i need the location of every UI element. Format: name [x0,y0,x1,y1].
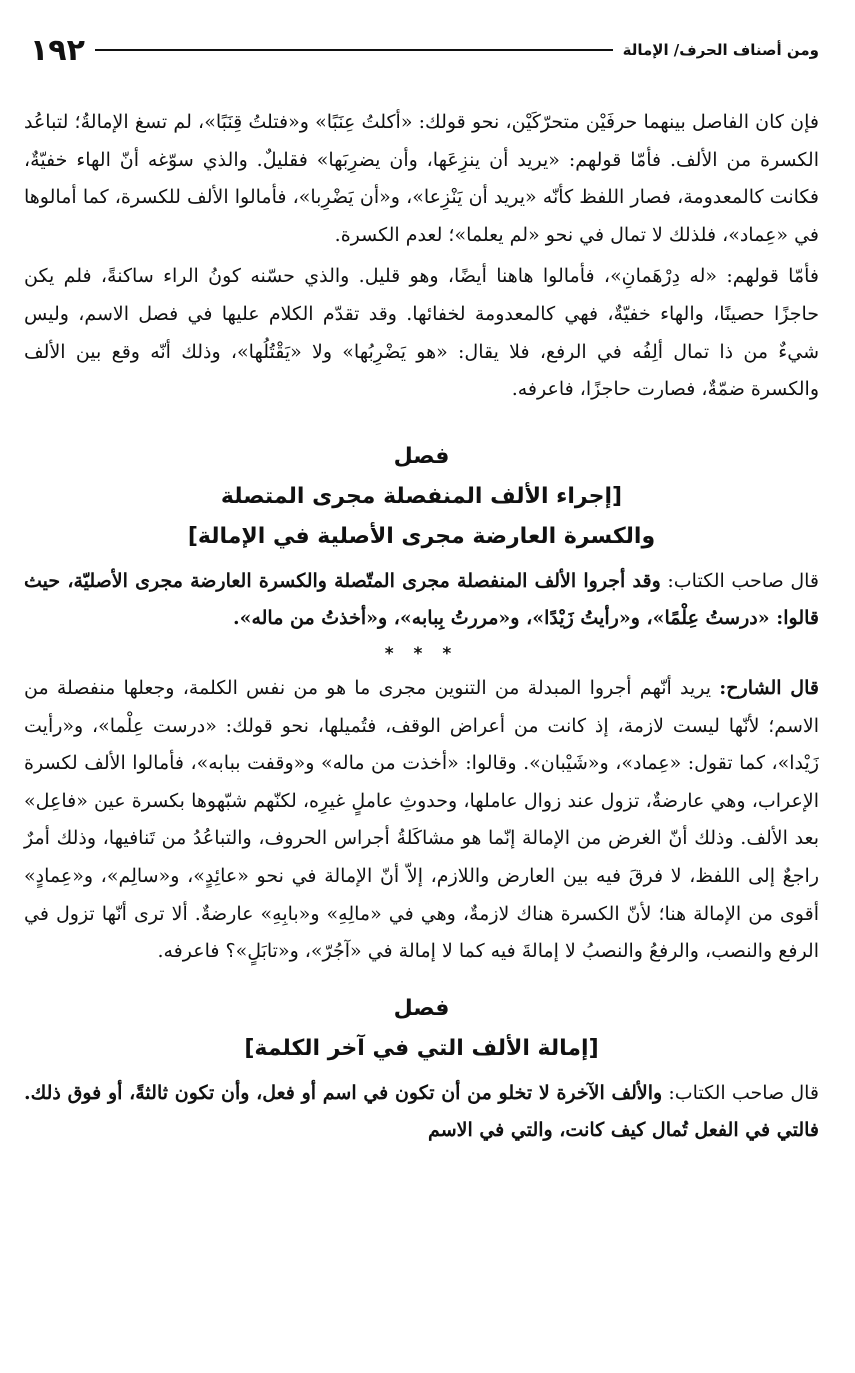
section-subtitle: [إجراء الألف المنفصلة مجرى المتصلة [220,483,623,509]
author-label: قال صاحب الكتاب: [667,569,819,592]
section-title: فصل [393,995,450,1021]
book-page [24,30,819,1150]
section-divider-stars: * * * [384,643,459,664]
page-header [24,30,819,70]
section-subtitle: [إمالة الألف التي في آخر الكلمة] [244,1035,599,1061]
section-subtitle: والكسرة العارضة مجرى الأصلية في الإمالة] [187,523,656,549]
author-label: قال صاحب الكتاب: [668,1081,819,1104]
commentator-label: قال الشارح: [719,676,819,699]
section-fasl-2 [24,989,819,1150]
page-number: ١٩٢ [30,32,85,68]
paragraph: فأمّا قولهم: «له دِرْهَمانِ»، فأمالوا هاهنا أيضًا، وهو قليل. والذي حسّنه كونُ الراء ساكنةً، فلم يكن حاجزًا حصينًا، والهاء خفيّةٌ، فهي كالمعدومة لخفائها. وقد تقدّم الكلام عليها في فصل الاسم، وليس شيءٌ من ذا تمال ألِفُه في الرفع، فلا يقال: «هو يَضْرِبُها» ولا «يَقْتُلُها»، وذلك أنّه وقع بين الألف والكسرة ضمّةٌ، فصارت حاجزًا، فاعرفه. [24,265,819,401]
body-text [24,104,819,409]
header-rule [95,49,613,51]
running-head: ومن أصناف الحرف/ الإمالة [622,41,819,59]
author-text: وقد أجروا الألف المنفصلة مجرى المتّصلة والكسرة العارضة مجرى الأصليّة، حيث قالوا: «درستُ عِلْمًا»، و«رأيتُ زَيْدًا»، و«مررتُ بِبابه»، و«أخذتُ من ماله». [24,569,819,630]
author-quote [24,563,819,638]
section-fasl-1 [24,437,819,971]
commentary [24,670,819,971]
author-quote [24,1075,819,1150]
commentary-text: يريد أنّهم أجروا المبدلة من التنوين مجرى ما هو من نفس الكلمة، وجعلها منفصلة من الاسم؛ لأنّها ليست لازمة، إذ كانت من أعراض الوقف، فتُميلها، نحو قولك: «درست عِلْما»، و«رأيت زَيْدا»، كما تقول: «عِماد»، و«شَيْبان». وقالوا: «أخذت من ماله» و«وقفت ببابه»، فأمالوا الألف لكسرة الإعراب، وهي عارضةٌ، تزول عند زوال عاملها، وحدوثِ عاملٍ غيرِه، لكنّهم شبّهوها بكسرة عين «فاعِل» بعد الألف. وذلك أنّ الغرض من الإمالة إنّما هو مشاكَلةُ أجراس الحروف، والتباعُدُ من تَنافيها، وذلك أمرٌ راجعٌ إلى اللفظ، لا فرقَ فيه بين العارض واللازم، إلاّ أنّ الإمالة في نحو «عائِدٍ»، و«سالِم»، و«عِمادٍ» أقوى من الإمالة هنا؛ لأنّ الكسرة هناك لازمةٌ، وهي في «مالِهِ» و«بابِهِ» عارضةٌ. ألا ترى أنّها تزول في الرفع والنصب، والرفعُ والنصبُ لا إمالةَ فيه كما لا إمالة في «آجُرّ»، و«تابَلٍ»؟ فاعرفه. [24,676,819,963]
section-title: فصل [393,443,450,469]
paragraph: فإن كان الفاصل بينهما حرفَيْن متحرّكَيْن، نحو قولك: «أكلتُ عِنَبًا» و«فتلتُ قِنَبًا»، لم تسغ الإمالةُ؛ لتباعُد الكسرة من الألف. فأمّا قولهم: «يريد أن ينزِعَها، وأن يضرِبَها» فقليلٌ. والذي سوّغه أنّ الهاء خفيّةٌ، فكانت كالمعدومة، فصار اللفظ كأنّه «يريد أن يَنْزِعا»، و«أن يَضْرِبا»، فأمالوا الألف للكسرة، كما أمالوها في «عِماد»، فلذلك لا تمال في نحو «لم يعلما»؛ لعدم الكسرة. [24,111,819,246]
author-text: والألف الآخرة لا تخلو من أن تكون في اسم أو فعل، وأن تكون ثالثةً، أو فوق ذلك. فالتي في الفعل تُمال كيف كانت، والتي في الاسم [24,1081,819,1142]
